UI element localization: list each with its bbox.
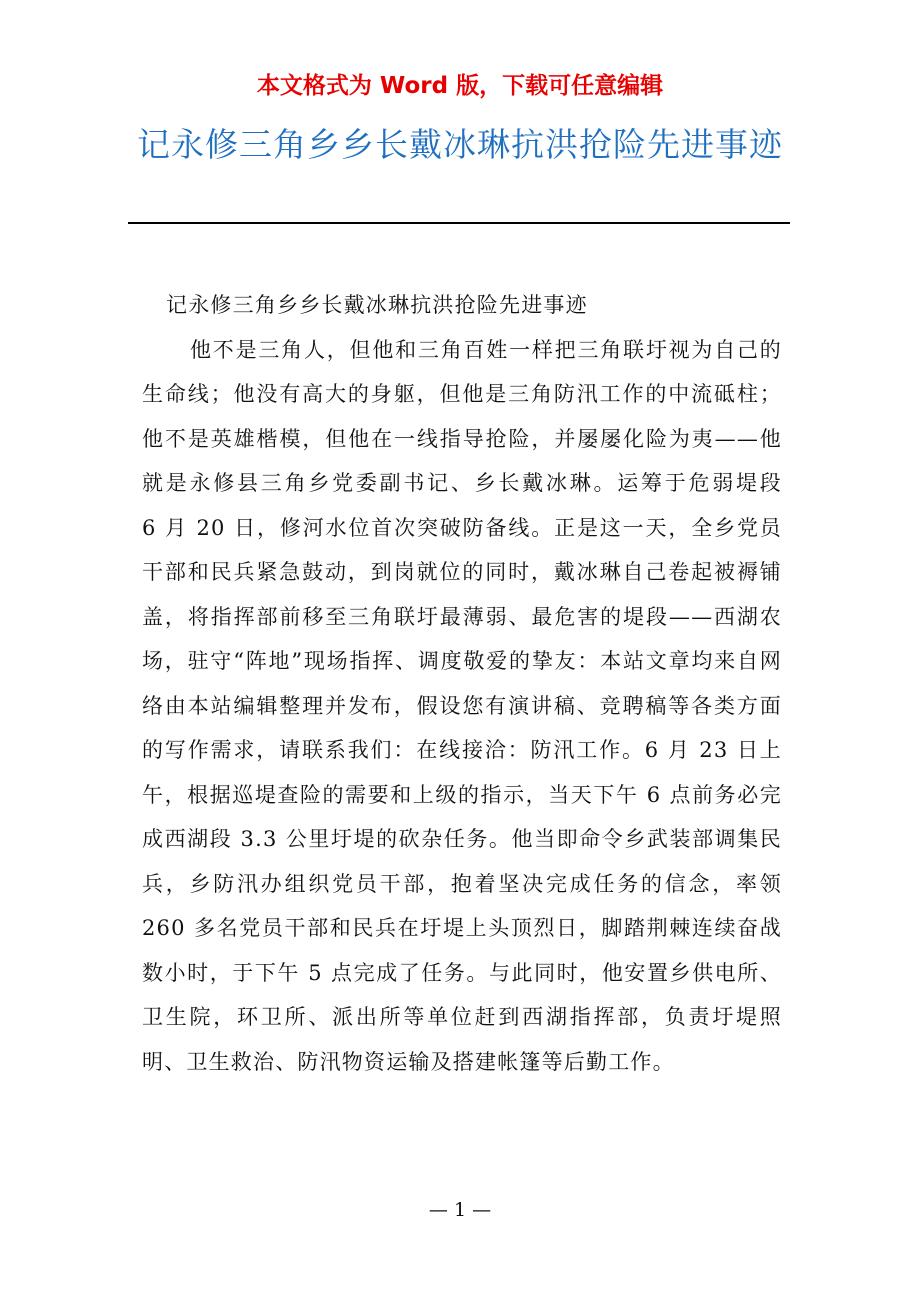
- body-paragraph: 他不是三角人，但他和三角百姓一样把三角联圩视为自己的生命线；他没有高大的身躯，但他是三角防汛工作的中流砥柱；他不是英雄楷模，但他在一线指导抢险，并屡屡化险为夷——他就是永修县三角乡党委副书记、乡长戴冰琳。运筹于危弱堤段 6 月 20 日，修河水位首次突破防备线。正是这一天，全乡党员干部和民兵紧急鼓动，到岗就位的同时，戴冰琳自己卷起被褥铺盖，将指挥部前移至三角联圩最薄弱、最危害的堤段——西湖农场，驻守“阵地”现场指挥、调度敬爱的挚友：本站文章均来自网络由本站编辑整理并发布，假设您有演讲稿、竞聘稿等各类方面的写作需求，请联系我们：在线接洽：防汛工作。6 月 23 日上午，根据巡堤查险的需要和上级的指示，当天下午 6 点前务必完成西湖段 3.3 公里圩堤的砍杂任务。他当即命令乡武装部调集民兵，乡防汛办组织党员干部，抱着坚决完成任务的信念，率领 260 多名党员干部和民兵在圩堤上头顶烈日，脚踏荆棘连续奋战数小时，于下午 5 点完成了任务。与此同时，他安置乡供电所、卫生院，环卫所、派出所等单位赶到西湖指挥部，负责圩堤照明、卫生救治、防汛物资运输及搭建帐篷等后勤工作。: [142, 337, 827, 1074]
- page-number: — 1 —: [428, 1199, 492, 1221]
- title-divider: [128, 222, 790, 224]
- download-notice: 本文格式为 Word 版，下载可任意编辑: [256, 73, 664, 99]
- document-body: [142, 283, 827, 1084]
- document-title: 记永修三角乡乡长戴冰琳抗洪抢险先进事迹: [137, 125, 783, 164]
- subtitle-paragraph: 记永修三角乡乡长戴冰琳抗洪抢险先进事迹: [166, 293, 588, 317]
